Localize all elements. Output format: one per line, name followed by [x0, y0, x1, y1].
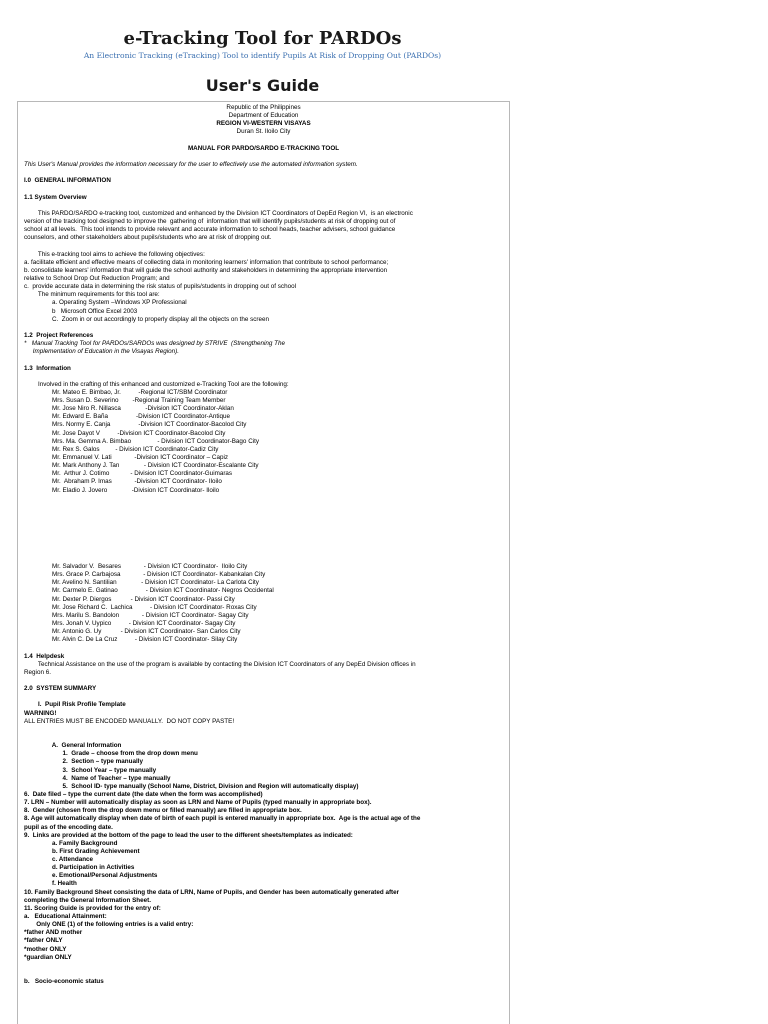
- document-line: Mr. Arthur J. Cotimo - Division ICT Coordinator-Guimaras: [24, 470, 233, 478]
- document-line: Mr. Alvin C. De La Cruz - Division ICT Coordinator- Silay City: [24, 636, 238, 644]
- document-line: Mr. Rex S. Galos - Division ICT Coordinator-Cadiz City: [24, 445, 219, 453]
- document-line: Mrs. Normy E. Canja -Division ICT Coordinator-Bacolod City: [24, 421, 247, 429]
- document-line: c. Attendance: [24, 856, 94, 864]
- document-line: d. Participation in Activities: [24, 864, 135, 872]
- document-line: *guardian ONLY: [24, 953, 72, 961]
- document-line: Only ONE (1) of the following entries is a valid entry:: [24, 921, 194, 929]
- document-text-page-2: [18, 561, 509, 986]
- document-line: Mr. Mark Anthony J. Tan - Division ICT Coordinator-Escalante City: [24, 462, 259, 470]
- document-line: 9. Links are provided at the bottom of the page to lead the user to the different sheets/templates as indicated:: [24, 831, 353, 839]
- document-line: I.0 GENERAL INFORMATION: [24, 177, 111, 185]
- document-line: [24, 693, 503, 701]
- document-line: Technical Assistance on the use of the program is available by contacting the Division ICT Coordinators of any DepEd Division offices in: [24, 660, 416, 668]
- document-line: I. Pupil Risk Profile Template: [24, 701, 126, 709]
- document-line: MANUAL FOR PARDO/SARDO E-TRACKING TOOL: [187, 144, 340, 152]
- document-line: b. First Grading Achievement: [24, 847, 140, 855]
- document-line: This User's Manual provides the information necessary for the user to effectively use the automated information system.: [24, 160, 358, 168]
- document-line: [24, 137, 503, 145]
- document-line: Mr. Antonio G. Uy - Division ICT Coordinator- San Carlos City: [24, 628, 241, 636]
- document-line: Mr. Avelino N. Santilian - Division ICT Coordinator- La Carlota City: [24, 579, 259, 587]
- document-line: Duran St. Iloilo City: [236, 128, 291, 136]
- document-line: The minimum requirements for this tool are:: [24, 291, 160, 299]
- document-line: 11. Scoring Guide is provided for the entry of:: [24, 904, 161, 912]
- document-line: Mr. Dexter P. Diergos - Division ICT Coordinator- Passi City: [24, 595, 235, 603]
- document-line: 1. Grade – choose from the drop down menu: [24, 750, 198, 758]
- document-line: Mr. Salvador V. Besares - Division ICT Coordinator- Iloilo City: [24, 563, 248, 570]
- document-line: * Manual Tracking Tool for PARDOs/SARDOs was designed by STRIVE (Strengthening The: [24, 340, 285, 348]
- document-line: WARNING!: [24, 709, 57, 717]
- document-line: *mother ONLY: [24, 945, 67, 953]
- document-line: [24, 324, 503, 332]
- document-line: Mrs. Marilu S. Bandolon - Division ICT Coordinator- Sagay City: [24, 611, 249, 619]
- document-line: Region 6.: [24, 668, 51, 676]
- document-line: Mr. Jose Niro R. Nillasca -Division ICT Coordinator-Aklan: [24, 405, 234, 413]
- document-line: [24, 356, 503, 364]
- document-line: 8. Age will automatically display when date of birth of each pupil is entered manually in appropriate box. Age is the actual age of the: [24, 815, 421, 823]
- document-line: pupil as of the encoding date.: [24, 823, 113, 831]
- document-line: Mr. Jose Dayot V -Division ICT Coordinator-Bacolod City: [24, 429, 226, 437]
- document-line: Mr. Mateo E. Bimbao, Jr. -Regional ICT/SBM Coordinator: [24, 388, 228, 396]
- document-line: 7. LRN – Number will automatically display as soon as LRN and Name of Pupils (typed manually in appropriate box).: [24, 799, 372, 807]
- document-line: a. Educational Attainment:: [24, 913, 107, 921]
- document-line: version of the tracking tool designed to improve the gathering of information that will identify pupils/students at risk of dropping out of: [24, 217, 396, 225]
- document-line: Mrs. Ma. Gemma A. Bimbao - Division ICT Coordinator-Bago City: [24, 437, 260, 445]
- document-line: 10. Family Background Sheet consisting the data of LRN, Name of Pupils, and Gender has been automatically generated after: [24, 888, 400, 896]
- document-line: Mr. Eladio J. Jovero -Division ICT Coordinator- Iloilo: [24, 486, 220, 494]
- site-title: e-Tracking Tool for PARDOs: [123, 28, 402, 49]
- document-line: 1.2 Project References: [24, 331, 94, 339]
- document-line: [24, 373, 503, 381]
- document-line: 4. Name of Teacher – type manually: [24, 774, 171, 782]
- document-line: *father ONLY: [24, 937, 63, 945]
- document-line: Implementation of Education in the Visayas Region).: [24, 348, 179, 356]
- document-line: f. Health: [24, 880, 77, 888]
- document-line: counselors, and other stakeholders about pupils/students who are at risk of dropping out.: [24, 234, 272, 242]
- document-line: [24, 644, 503, 652]
- document-line: [24, 202, 503, 210]
- users-guide-heading: User's Guide: [205, 76, 320, 95]
- document-line: b. Socio-economic status: [24, 978, 104, 986]
- document-line: Mr. Abraham P. Imas -Division ICT Coordinator- Iloilo: [24, 478, 222, 486]
- document-line: relative to School Drop Out Reduction Program; and: [24, 274, 170, 282]
- document-line: 3. School Year – type manually: [24, 766, 157, 774]
- document-line: completing the General Information Sheet.: [24, 896, 152, 904]
- document-line: 8. Gender (chosen from the drop down menu or filled manually) are filled in appropriate box.: [24, 807, 302, 815]
- document-line: Mrs. Grace P. Carbajosa - Division ICT Coordinator- Kabankalan City: [24, 571, 266, 579]
- document-line: ALL ENTRIES MUST BE ENCODED MANUALLY. DO NOT COPY PASTE!: [24, 717, 235, 725]
- document-line: [24, 185, 503, 193]
- document-line: school at all levels. This tool intends to provide relevant and accurate information to school heads, teacher advisers, school guidance: [24, 226, 396, 234]
- document-line: Mr. Emmanuel V. Lati -Division ICT Coordinator – Capiz: [24, 454, 229, 462]
- document-text-page-1: [18, 102, 509, 495]
- document-line: Department of Education: [228, 112, 299, 120]
- document-line: REGION VI-WESTERN VISAYAS: [216, 120, 311, 128]
- document-line: 1.1 System Overview: [24, 193, 87, 201]
- document-line: [24, 734, 503, 742]
- document-line: Mr. Jose Richard C. Lachica - Division ICT Coordinator- Roxas City: [24, 603, 257, 611]
- document-line: c. provide accurate data in determining the risk status of pupils/students in dropping out of school: [24, 283, 296, 291]
- document-line: a. facilitate efficient and effective means of collecting data in monitoring learners' information that contribute to school performance;: [24, 258, 389, 266]
- document-line: [24, 169, 503, 177]
- document-line: [24, 970, 503, 978]
- document-line: Mrs. Susan D. Severino -Regional Training Team Member: [24, 397, 226, 405]
- document-line: b Microsoft Office Excel 2003: [24, 307, 138, 315]
- document-line: 1.3 Information: [24, 364, 71, 372]
- document-page-2: [17, 561, 510, 1024]
- document-line: *father AND mother: [24, 929, 83, 937]
- document-line: 1.4 Helpdesk: [24, 652, 65, 660]
- document-line: C. Zoom in or out accordingly to properly display all the objects on the screen: [24, 315, 269, 323]
- document-line: This e-tracking tool aims to achieve the following objectives:: [24, 250, 205, 258]
- document-line: Involved in the crafting of this enhanced and customized e-Tracking Tool are the following:: [24, 380, 289, 388]
- document-line: 2. Section – type manually: [24, 758, 143, 766]
- document-line: a. Operating System –Windows XP Professional: [24, 299, 187, 307]
- document-line: Mrs. Jonah V. Uypico - Division ICT Coordinator- Sagay City: [24, 619, 236, 627]
- document-line: Mr. Edward E. Baña -Division ICT Coordinator-Antique: [24, 413, 231, 421]
- document-line: a. Family Background: [24, 839, 118, 847]
- document-line: This PARDO/SARDO e-tracking tool, customized and enhanced by the Division ICT Coordinators of DepEd Region VI, is an electronic: [24, 209, 413, 217]
- document-line: [24, 726, 503, 734]
- site-subtitle: An Electronic Tracking (eTracking) Tool to identify Pupils At Risk of Dropping Out (PARDOs): [83, 51, 442, 60]
- document-line: Mr. Carmelo E. Gatinao - Division ICT Coordinator- Negros Occidental: [24, 587, 274, 595]
- document-page-1: [17, 101, 510, 561]
- document-line: 6. Date filed – type the current date (the date when the form was accomplished): [24, 790, 263, 798]
- document-line: [24, 153, 503, 161]
- document-line: Republic of the Philippines: [226, 104, 301, 111]
- document-line: 5. School ID- type manually (School Name, District, Division and Region will automatically display): [24, 782, 359, 790]
- document-line: A. General Information: [24, 742, 122, 750]
- document-line: [24, 962, 503, 970]
- document-line: [24, 242, 503, 250]
- document-line: [24, 677, 503, 685]
- document-line: b. consolidate learners' information that will guide the school authority and stakeholders in determining the appropriate intervention: [24, 266, 388, 274]
- document-line: e. Emotional/Personal Adjustments: [24, 872, 158, 880]
- document-line: 2.0 SYSTEM SUMMARY: [24, 685, 97, 693]
